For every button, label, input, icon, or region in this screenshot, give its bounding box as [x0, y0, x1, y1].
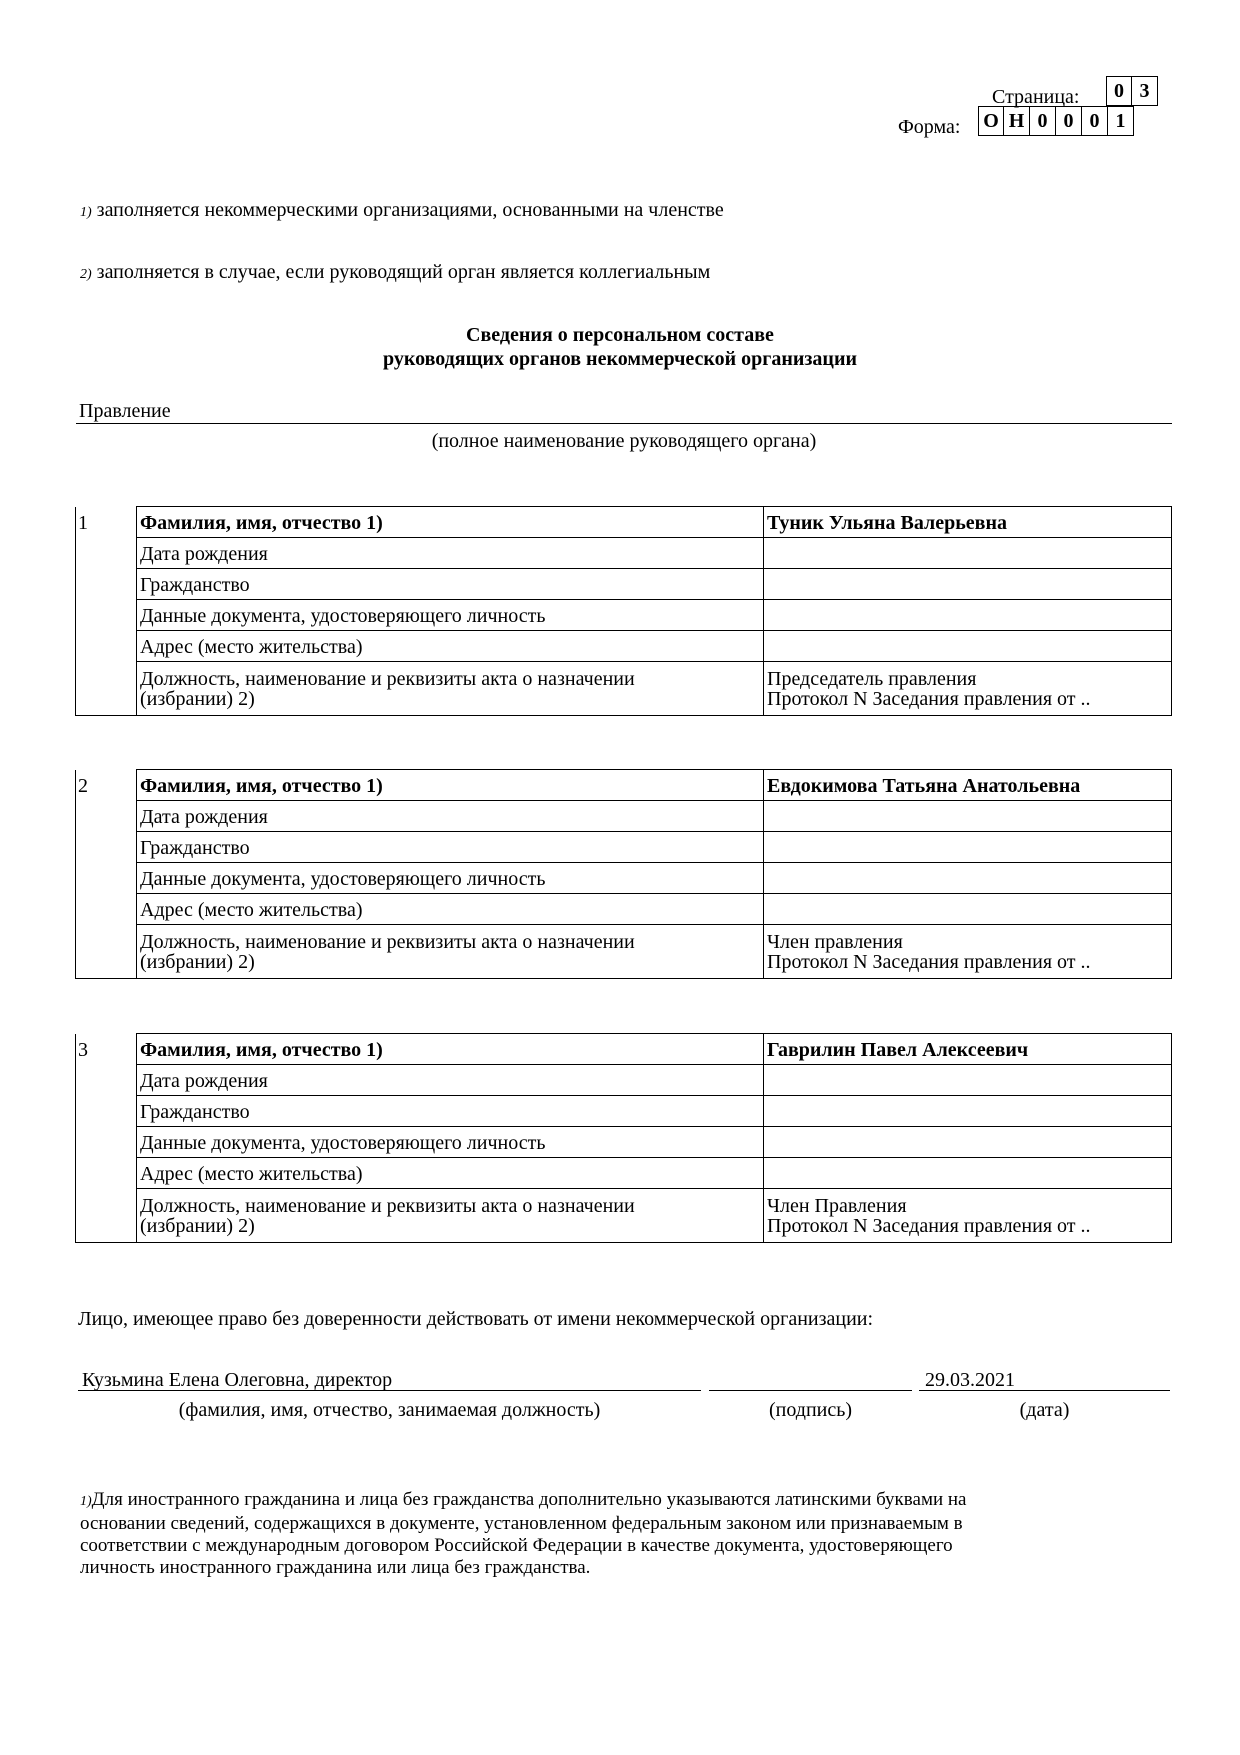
position-label [137, 925, 764, 979]
citizenship-value [764, 1096, 1172, 1127]
signatory-intro: Лицо, имеющее право без доверенности действовать от имени некоммерческой организации: [78, 1308, 874, 1330]
document-value [764, 863, 1172, 894]
birth-label: Дата рождения [137, 1065, 764, 1096]
page-digit: 0 [1106, 76, 1132, 106]
note-text: заполняется некоммерческими организациями, основанными на членстве [96, 199, 724, 221]
position-label-line-2: (избрании) 2) [140, 1215, 255, 1237]
fio-label: Фамилия, имя, отчество 1) [137, 1034, 764, 1065]
signatory-name: Кузьмина Елена Олеговна, директор [82, 1369, 393, 1391]
form-char: 0 [1082, 106, 1108, 136]
page-label: Страница: [992, 86, 1080, 108]
fio-label: Фамилия, имя, отчество 1) [137, 770, 764, 801]
position-label-line-2: (избрании) 2) [140, 951, 255, 973]
form-char: 0 [1030, 106, 1056, 136]
footnote-text: Для иностранного гражданина и лица без гражданства дополнительно указываются латинскими буквами на [91, 1489, 967, 1510]
position-label [137, 1189, 764, 1243]
person-number: 1 [76, 507, 137, 716]
fio-label: Фамилия, имя, отчество 1) [137, 507, 764, 538]
citizenship-label: Гражданство [137, 569, 764, 600]
document-value [764, 600, 1172, 631]
person-table-1 [75, 506, 1172, 716]
governing-body-caption: (полное наименование руководящего органа) [431, 430, 817, 452]
birth-label: Дата рождения [137, 801, 764, 832]
address-value [764, 894, 1172, 925]
note-number: 2) [80, 267, 92, 282]
position-label-line-1: Должность, наименование и реквизиты акта о назначении [140, 1195, 635, 1217]
footnote-number: 1) [80, 1494, 92, 1509]
position-value [764, 925, 1172, 979]
address-label: Адрес (место жительства) [137, 894, 764, 925]
footnote-line-3: соответствии с международным договором Российской Федерации в качестве документа, удостоверяющего [80, 1535, 953, 1556]
fio-value: Гаврилин Павел Алексеевич [764, 1034, 1172, 1065]
form-code-boxes [978, 106, 1134, 136]
position-title: Член правления [767, 931, 903, 953]
footnote-line-1 [80, 1489, 1180, 1513]
birth-value [764, 538, 1172, 569]
birth-value [764, 1065, 1172, 1096]
citizenship-label: Гражданство [137, 832, 764, 863]
position-label-line-1: Должность, наименование и реквизиты акта о назначении [140, 668, 635, 690]
position-label [137, 662, 764, 716]
date-caption: (дата) [1019, 1399, 1070, 1421]
birth-label: Дата рождения [137, 538, 764, 569]
name-underline [78, 1390, 701, 1391]
document-label: Данные документа, удостоверяющего личность [137, 600, 764, 631]
signature-caption: (подпись) [768, 1399, 853, 1421]
citizenship-value [764, 832, 1172, 863]
person-table-3 [75, 1033, 1172, 1243]
form-char: 1 [1108, 106, 1134, 136]
document-title-line-2: руководящих органов некоммерческой организации [382, 348, 858, 370]
appointment-act: Протокол N Заседания правления от .. [767, 688, 1091, 710]
position-title: Председатель правления [767, 668, 977, 690]
address-value [764, 1158, 1172, 1189]
form-char: О [978, 106, 1004, 136]
document-label: Данные документа, удостоверяющего личность [137, 863, 764, 894]
appointment-act: Протокол N Заседания правления от .. [767, 951, 1091, 973]
person-table-2 [75, 769, 1172, 979]
position-label-line-2: (избрании) 2) [140, 688, 255, 710]
governing-body-underline [76, 423, 1172, 424]
footnote-line-4: личность иностранного гражданина или лица без гражданства. [80, 1557, 591, 1578]
document-value [764, 1127, 1172, 1158]
form-label: Форма: [898, 116, 961, 138]
person-number: 3 [76, 1034, 137, 1243]
citizenship-label: Гражданство [137, 1096, 764, 1127]
note-2 [80, 261, 710, 286]
citizenship-value [764, 569, 1172, 600]
document-label: Данные документа, удостоверяющего личность [137, 1127, 764, 1158]
fio-value: Евдокимова Татьяна Анатольевна [764, 770, 1172, 801]
footnote-line-2: основании сведений, содержащихся в документе, установленном федеральным законом или признаваемым в [80, 1513, 963, 1534]
page-number-boxes [1106, 76, 1158, 106]
position-label-line-1: Должность, наименование и реквизиты акта о назначении [140, 931, 635, 953]
address-value [764, 631, 1172, 662]
governing-body-name: Правление [79, 400, 171, 422]
note-number: 1) [80, 205, 92, 220]
birth-value [764, 801, 1172, 832]
form-char: Н [1004, 106, 1030, 136]
footnote [80, 1489, 1180, 1579]
position-value [764, 1189, 1172, 1243]
address-label: Адрес (место жительства) [137, 1158, 764, 1189]
date-underline [919, 1390, 1170, 1391]
appointment-act: Протокол N Заседания правления от .. [767, 1215, 1091, 1237]
address-label: Адрес (место жительства) [137, 631, 764, 662]
person-number: 2 [76, 770, 137, 979]
page-digit: 3 [1132, 76, 1158, 106]
form-char: 0 [1056, 106, 1082, 136]
sign-date: 29.03.2021 [925, 1369, 1015, 1391]
signature-underline [709, 1390, 912, 1391]
position-value [764, 662, 1172, 716]
note-text: заполняется в случае, если руководящий орган является коллегиальным [96, 261, 711, 283]
fio-value: Туник Ульяна Валерьевна [764, 507, 1172, 538]
position-title: Член Правления [767, 1195, 907, 1217]
note-1 [80, 199, 724, 224]
document-title-line-1: Сведения о персональном составе [466, 324, 774, 346]
name-caption: (фамилия, имя, отчество, занимаемая должность) [178, 1399, 601, 1421]
